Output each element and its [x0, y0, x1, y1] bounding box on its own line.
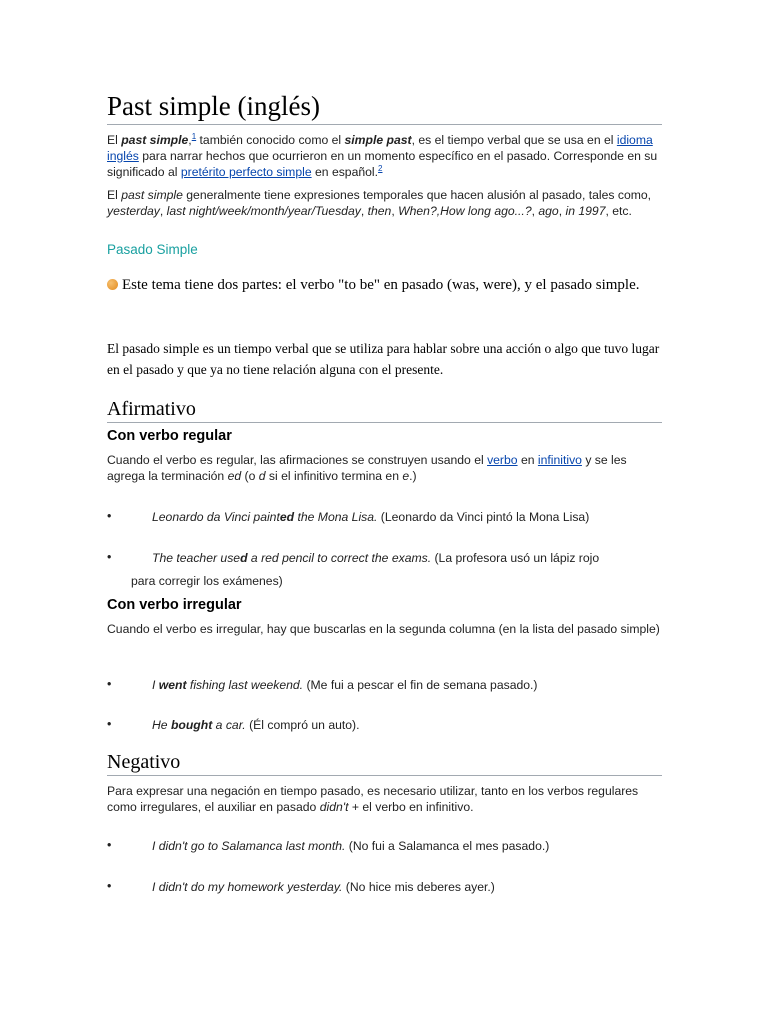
definition-paragraph: El pasado simple es un tiempo verbal que se utiliza para hablar sobre una acción o algo que tuvo lugar en el pasado y que ya no tiene relación alguna con el presente. [107, 341, 660, 377]
pasado-simple-label: Pasado Simple [107, 242, 198, 257]
afirmativo-heading: Afirmativo [107, 396, 662, 423]
footnote-link-1[interactable]: 1 [191, 131, 197, 141]
bullet-icon: • [107, 677, 112, 691]
bullet-icon: • [107, 509, 112, 523]
list-item: I didn't do my homework yesterday. (No hice mis deberes ayer.) [152, 880, 495, 894]
negativo-heading: Negativo [107, 749, 662, 776]
bullet-icon: • [107, 550, 112, 564]
preterito-perfecto-simple-link[interactable]: pretérito perfecto simple [180, 165, 312, 179]
list-item: Leonardo da Vinci painted the Mona Lisa. (Leonardo da Vinci pintó la Mona Lisa) [152, 510, 590, 524]
intro-paragraph-2: El past simple generalmente tiene expresiones temporales que hacen alusión al pasado, tales como, yesterday, last night/week/month/year/Tuesday, then, When?,How long ago...?, ago, in 1997, etc. [107, 188, 652, 218]
regular-verb-heading: Con verbo regular [107, 428, 232, 444]
infinitivo-link[interactable]: infinitivo [537, 453, 582, 467]
bullet-icon: • [107, 717, 112, 731]
list-item: I went fishing last weekend. (Me fui a pescar el fin de semana pasado.) [152, 678, 538, 692]
irregular-verb-paragraph: Cuando el verbo es irregular, hay que buscarlas en la segunda columna (en la lista del pasado simple) [107, 622, 660, 636]
page-title: Past simple (inglés) [107, 88, 662, 125]
verbo-link[interactable]: verbo [487, 453, 518, 467]
bullet-icon: • [107, 879, 112, 893]
regular-verb-paragraph: Cuando el verbo es regular, las afirmaciones se construyen usando el verbo en infinitivo y se les agrega la terminación ed (o d si el infinitivo termina en e.) [107, 453, 627, 483]
list-item-continuation: para corregir los exámenes) [131, 574, 283, 588]
bullet-icon: • [107, 838, 112, 852]
orange-dot-icon [107, 279, 118, 290]
footnote-link-2[interactable]: 2 [378, 163, 383, 173]
list-item: The teacher used a red pencil to correct the exams. (La profesora usó un lápiz rojo [152, 551, 600, 565]
negativo-paragraph: Para expresar una negación en tiempo pasado, es necesario utilizar, tanto en los verbos regulares como irregulares, el auxiliar en pasado didn't + el verbo en infinitivo. [107, 784, 639, 814]
idioma-ingles-link[interactable]: idioma inglés [107, 133, 653, 163]
list-item: I didn't go to Salamanca last month. (No fui a Salamanca el mes pasado.) [152, 839, 550, 853]
list-item: He bought a car. (Él compró un auto). [152, 718, 360, 732]
intro-paragraph-1: El past simple,$^1$ también conocido como el simple past, es el tiempo verbal que se usa en el idioma inglés para narrar hechos que ocurrieron en un momento específico en el pasado. Corresponde en su significado al pretérito perfecto simple en español.$^2$ [107, 131, 658, 179]
irregular-verb-heading: Con verbo irregular [107, 597, 242, 613]
tema-paragraph: Este tema tiene dos partes: el verbo "to be" en pasado (was, were), y el pasado simple. [107, 274, 662, 297]
